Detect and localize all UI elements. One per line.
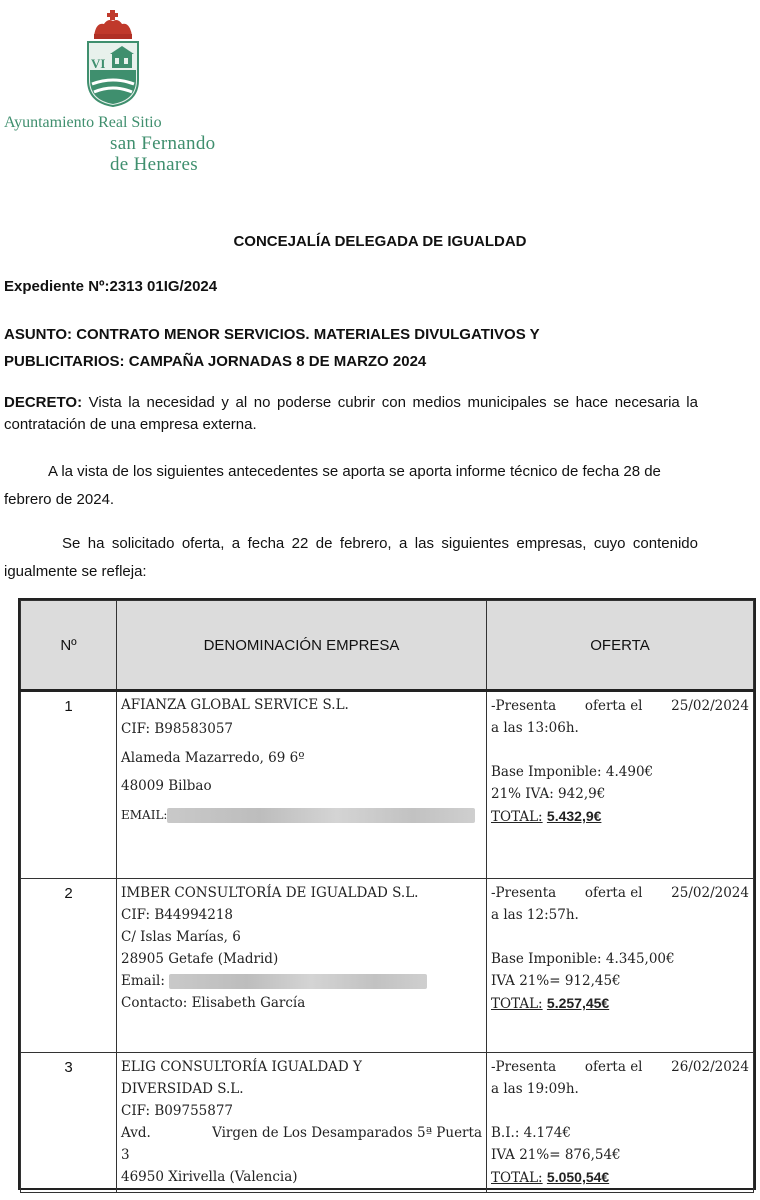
company-name-line1: ELIG CONSULTORÍA IGUALDAD Y xyxy=(121,1059,362,1075)
file-number: Expediente Nº:2313 01IG/2024 xyxy=(4,278,218,295)
offer-total: TOTAL: 5.050,54€ xyxy=(491,1169,610,1186)
company-cif: CIF: B44994218 xyxy=(121,907,234,923)
company-name: IMBER CONSULTORÍA DE IGUALDAD S.L. xyxy=(121,885,419,901)
row-number: 3 xyxy=(21,1053,117,1193)
request-paragraph: Se ha solicitado oferta, a fecha 22 de febrero, a las siguientes empresas, cuyo contenido igualmente se refleja: xyxy=(4,535,698,580)
offer-time: a las 19:09h. xyxy=(491,1081,579,1097)
offer-total: TOTAL: 5.432,9€ xyxy=(491,808,602,825)
offer-total: TOTAL: 5.257,45€ xyxy=(491,995,610,1012)
offer-vat: IVA 21%= 912,45€ xyxy=(491,973,621,989)
offer-vat: IVA 21%= 876,54€ xyxy=(491,1147,621,1163)
email-label: Email: xyxy=(121,973,165,989)
company-cell xyxy=(117,691,487,879)
company-city: 48009 Bilbao xyxy=(121,778,212,794)
company-name-line2: DIVERSIDAD S.L. xyxy=(121,1081,244,1097)
company-city: 46950 Xirivella (Valencia) xyxy=(121,1169,298,1185)
header-company: DENOMINACIÓN EMPRESA xyxy=(117,601,487,691)
row-number: 2 xyxy=(21,879,117,1053)
coat-of-arms-logo xyxy=(82,10,144,108)
offer-base: B.I.: 4.174€ xyxy=(491,1125,571,1141)
company-cell xyxy=(117,879,487,1053)
company-address: C/ Islas Marías, 6 xyxy=(121,929,241,945)
company-contact: Contacto: Elisabeth García xyxy=(121,995,306,1011)
subject-line1: ASUNTO: CONTRATO MENOR SERVICIOS. MATERIALES DIVULGATIVOS Y xyxy=(4,326,540,343)
table-row xyxy=(21,879,754,1053)
company-cif: CIF: B09755877 xyxy=(121,1103,234,1119)
offer-time: a las 12:57h. xyxy=(491,907,579,923)
offer-cell xyxy=(487,691,754,879)
department-heading: CONCEJALÍA DELEGADA DE IGUALDAD xyxy=(233,233,527,250)
offer-cell xyxy=(487,879,754,1053)
org-name-city2: de Henares xyxy=(110,154,198,175)
company-email xyxy=(121,970,482,992)
header-number: Nº xyxy=(21,601,117,691)
company-address: Alameda Mazarredo, 69 6º xyxy=(121,749,305,766)
header-offer: OFERTA xyxy=(487,601,754,691)
table-header-row xyxy=(21,601,754,691)
company-cif: CIF: B98583057 xyxy=(121,721,234,737)
offer-base: Base Imponible: 4.345,00€ xyxy=(491,951,675,967)
redacted-email xyxy=(169,974,427,989)
offer-intro: -Presenta oferta el 25/02/2024 xyxy=(491,698,749,714)
offer-intro: -Presenta oferta el 26/02/2024 xyxy=(491,1059,749,1075)
decree-text: Vista la necesidad y al no poderse cubrir con medios municipales se hace necesaria la contratación de una empresa externa. xyxy=(4,394,698,433)
org-name-city1: san Fernando xyxy=(110,133,216,154)
company-cell xyxy=(117,1053,487,1193)
logo-monogram: VI xyxy=(91,56,106,71)
subject xyxy=(4,321,704,375)
company-address: Avd. Virgen de Los Desamparados 5ª Puerta xyxy=(121,1125,482,1141)
offer-base: Base Imponible: 4.490€ xyxy=(491,764,654,780)
row-number: 1 xyxy=(21,691,117,879)
decree-label: DECRETO: xyxy=(4,394,83,411)
company-address-cont: 3 xyxy=(121,1147,130,1163)
offers-table xyxy=(18,598,756,1190)
decree-paragraph xyxy=(4,392,698,436)
background-paragraph: A la vista de los siguientes antecedentes se aporta se aporta informe técnico de fecha 28 de febrero de 2024. xyxy=(4,463,661,508)
email-label: EMAIL: xyxy=(121,807,168,822)
offer-intro: -Presenta oferta el 25/02/2024 xyxy=(491,885,749,901)
table-row xyxy=(21,691,754,879)
org-name-line1: Ayuntamiento Real Sitio xyxy=(4,114,162,131)
company-name: AFIANZA GLOBAL SERVICE S.L. xyxy=(121,697,349,713)
subject-line2: PUBLICITARIOS: CAMPAÑA JORNADAS 8 DE MARZO 2024 xyxy=(4,353,427,370)
offer-vat: 21% IVA: 942,9€ xyxy=(491,786,606,802)
org-name-line2 xyxy=(110,133,215,175)
company-email xyxy=(121,801,482,830)
offer-time: a las 13:06h. xyxy=(491,720,579,736)
table-row xyxy=(21,1053,754,1193)
offer-cell xyxy=(487,1053,754,1193)
redacted-email xyxy=(167,808,475,823)
company-city: 28905 Getafe (Madrid) xyxy=(121,951,279,967)
